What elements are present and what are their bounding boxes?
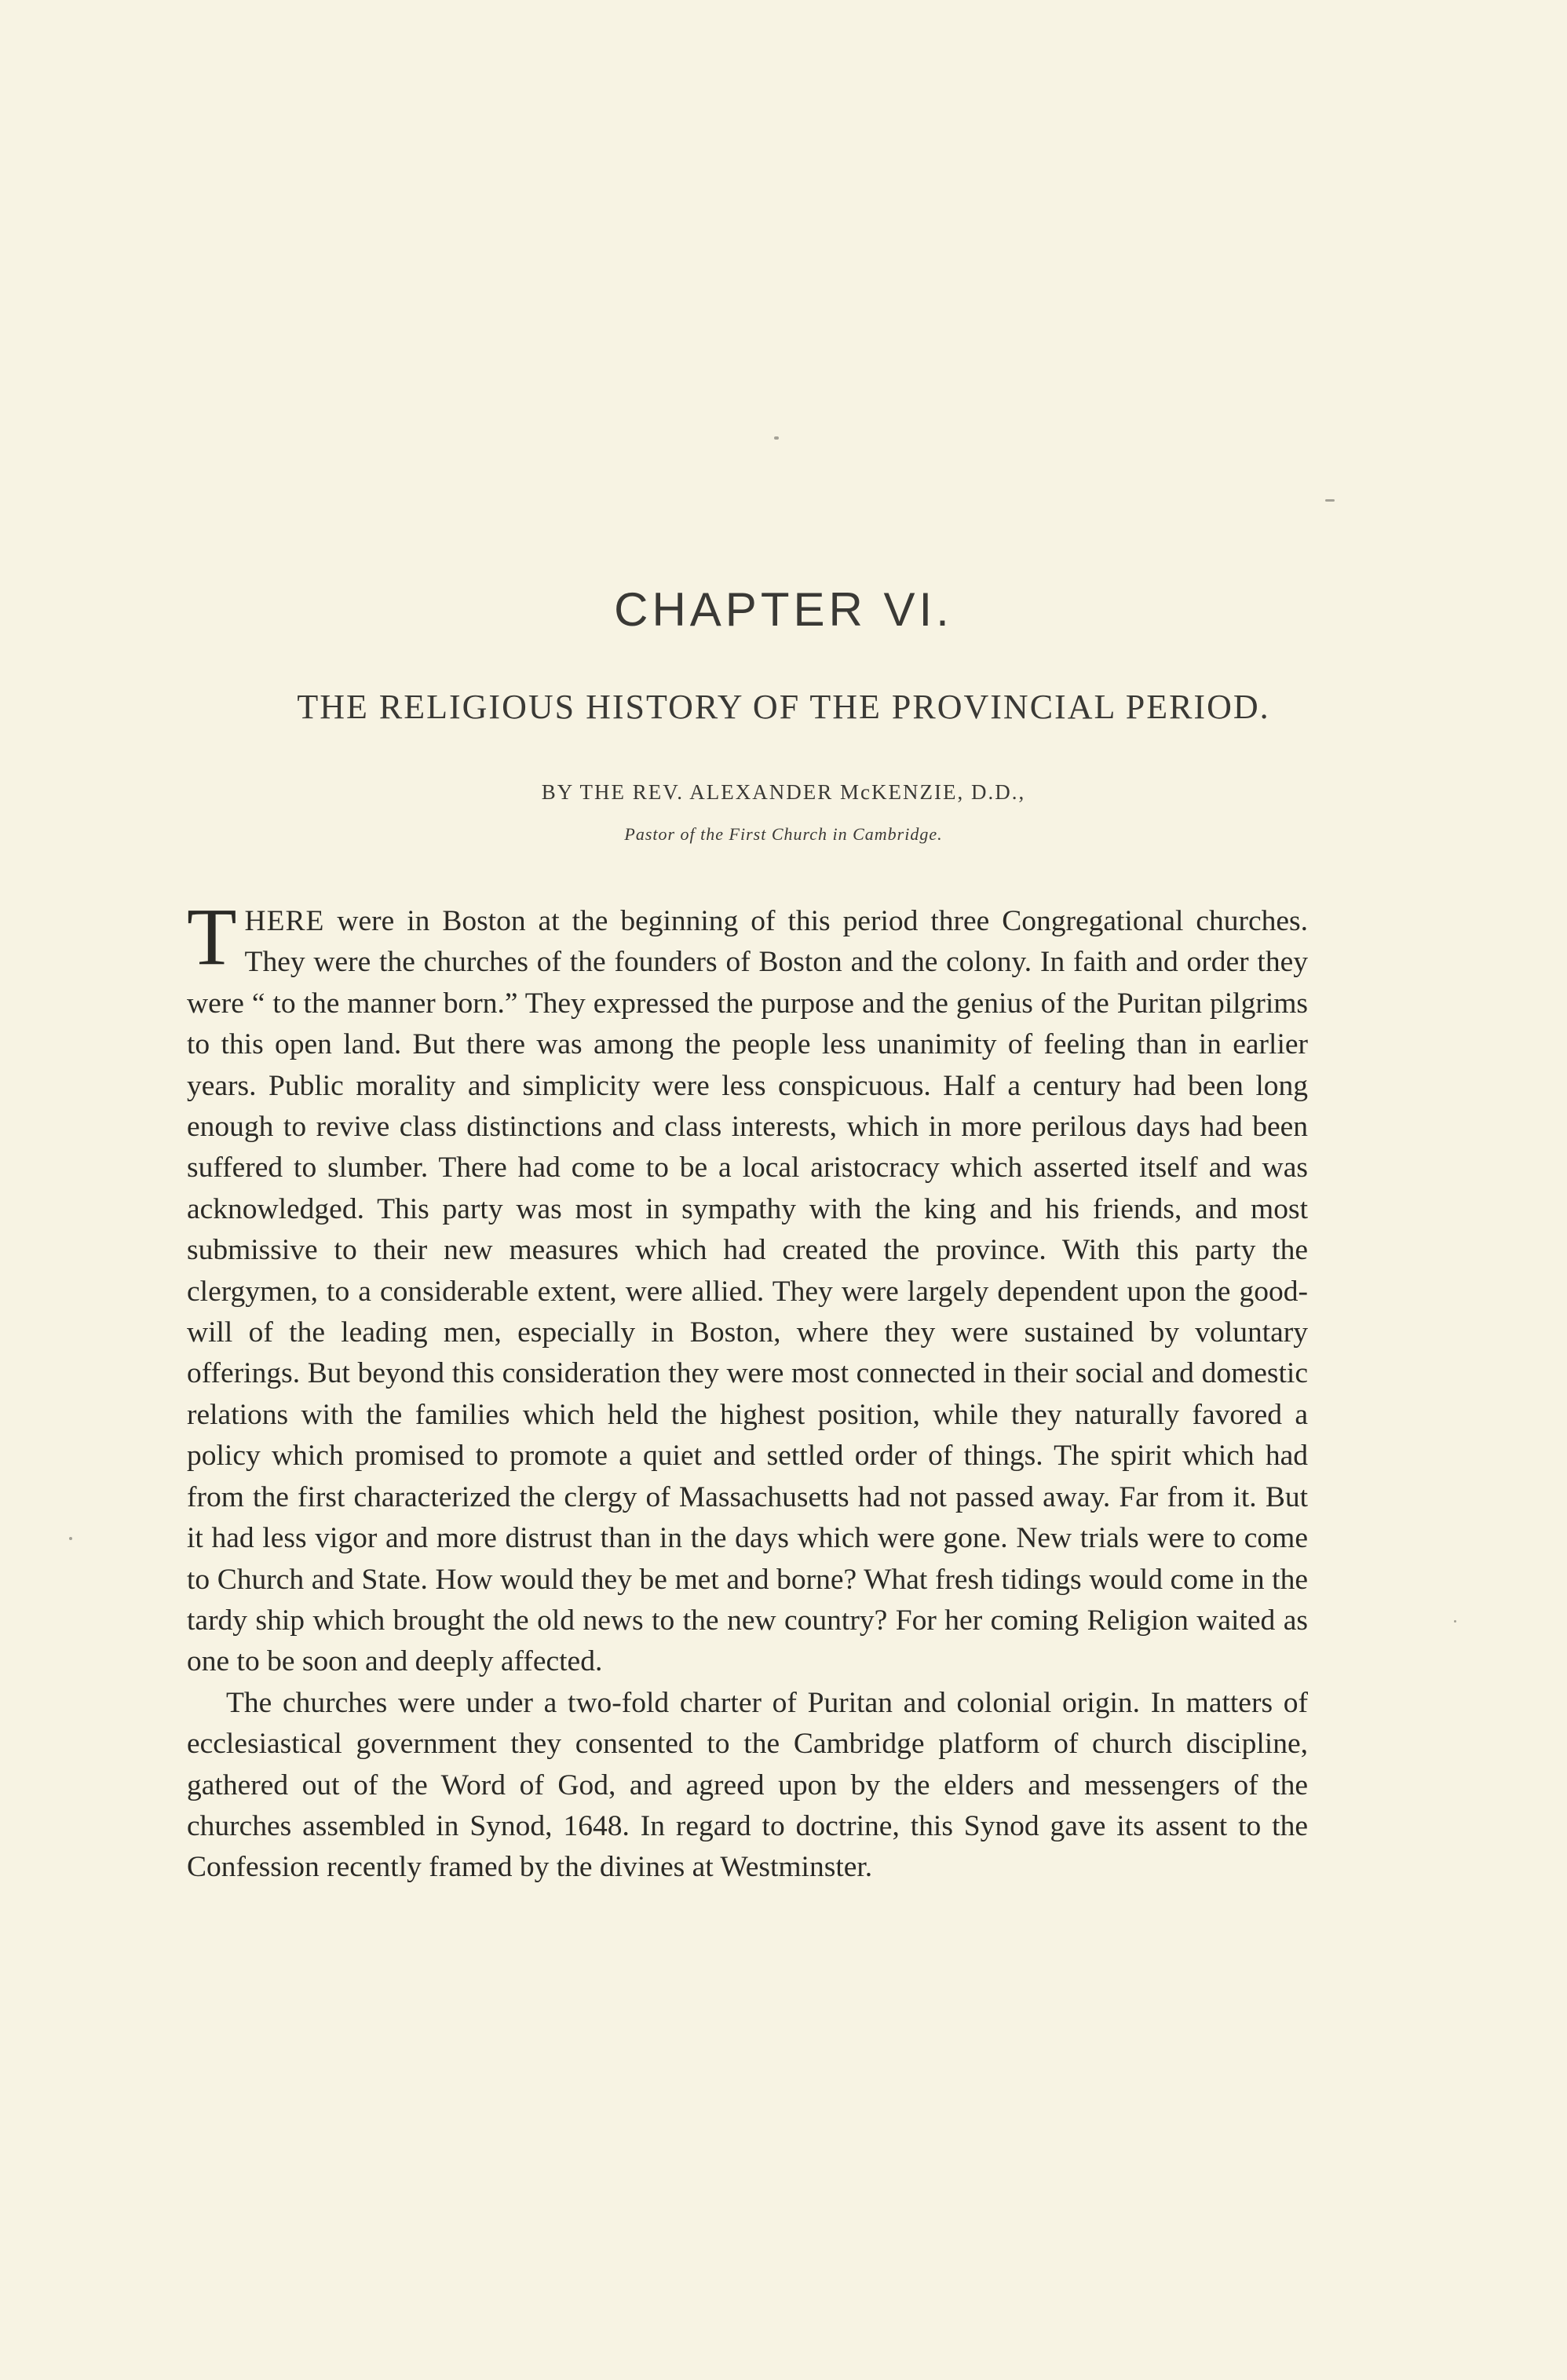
paragraph-1 — [187, 892, 1308, 1683]
author-byline: BY THE REV. ALEXANDER McKENZIE, D.D., — [541, 780, 1026, 804]
paragraph-2: The churches were under a two-fold charter of Puritan and colonial origin. In matters of ecclesiastical government they consented to the Cambridge platform of church discipline, gathered out of the Word of God, and agreed upon by the elders and messengers of the churches assembled in Synod, 1648. In regard to doctrine, this Synod gave its assent to the Confession recently framed by the divines at Westminster. — [187, 1686, 1308, 1884]
first-word: HERE — [244, 905, 325, 937]
paragraph-1-text: were in Boston at the beginning of this period three Congregational churches. They were the churches of the founders of Boston and the colony. In faith and order they were “ to the manner born.” They expressed the purpose and the genius of the Puritan pilgrims to this open land. But there was among the people less unanimity of feeling than in earlier years. Public morality and simplicity were less conspicuous. Half a century had been long enough to revive class distinctions and class interests, which in more perilous days had been suffered to slumber. There had come to be a local aristocracy which asserted itself and was acknowledged. This party was most in sympathy with the king and his friends, and most submissive to their new measures which had created the province. With this party the clergymen, to a considerable extent, were allied. They were largely dependent upon the good-will of the leading men, especially in Boston, where they were sustained by voluntary offerings. But beyond this consideration they were most connected in their social and domestic relations with the families which held the highest position, while they naturally favored a policy which promised to promote a quiet and settled order of things. The spirit which had from the first characterized the clergy of Massachusetts had not passed away. Far from it. But it had less vigor and more distrust than in the days which were gone. New trials were to come to Church and State. How would they be met and borne? What fresh tidings would come in the tardy ship which brought the old news to the new country? For her coming Religion waited as one to be soon and deeply affected. — [187, 905, 1308, 1678]
chapter-body — [187, 892, 1308, 1889]
paper-speck — [774, 436, 779, 440]
paper-speck — [69, 1537, 72, 1540]
author-affiliation: Pastor of the First Church in Cambridge. — [624, 824, 943, 844]
drop-cap-letter: T — [187, 892, 237, 982]
section-title: THE RELIGIOUS HISTORY OF THE PROVINCIAL PERIOD. — [297, 688, 1270, 726]
chapter-title: CHAPTER VI. — [614, 583, 953, 636]
paper-speck — [1454, 1620, 1456, 1623]
paper-speck — [1325, 499, 1335, 502]
